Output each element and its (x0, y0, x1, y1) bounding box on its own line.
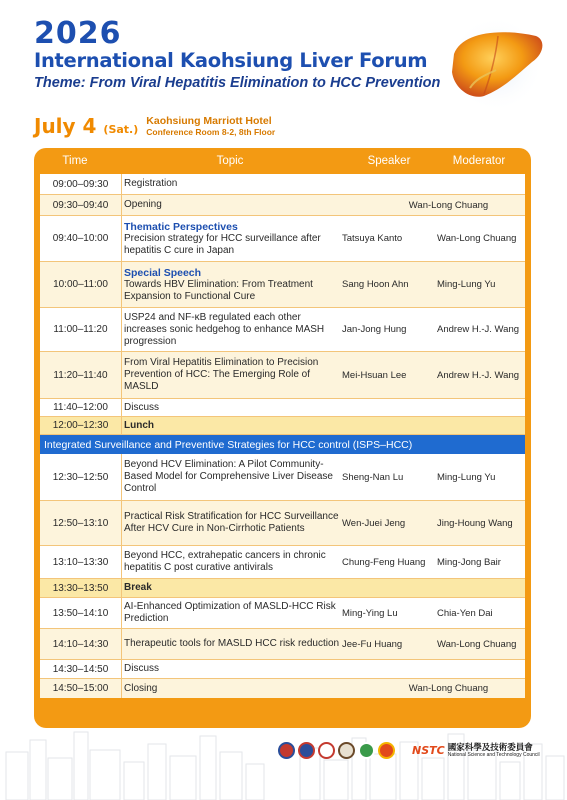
row-time: 13:50–14:10 (40, 598, 122, 628)
session-header: Integrated Surveillance and Preventive Strategies for HCC control (ISPS–HCC) (40, 435, 525, 454)
forum-theme: Theme: From Viral Hepatitis Elimination to HCC Prevention (34, 75, 441, 91)
row-topic (122, 660, 340, 678)
table-row (40, 308, 525, 352)
header-moderator: Moderator (452, 155, 506, 167)
sponsor-logo-icon (358, 742, 375, 759)
sponsor-logo-icon (378, 742, 395, 759)
row-topic (122, 308, 340, 351)
row-speaker: Wen-Juei Jeng (342, 517, 406, 529)
row-topic-text: Beyond HCV Elimination: A Pilot Community-Based Model for Comprehensive Liver Disease Control (124, 459, 333, 494)
event-date-text: July 4 (34, 114, 97, 138)
row-moderator: Chia-Yen Dai (437, 607, 493, 619)
row-moderator: Ming-Lung Yu (437, 471, 496, 483)
row-time: 12:50–13:10 (40, 501, 122, 545)
row-speaker: Jan-Jong Hung (342, 324, 407, 335)
table-row (40, 399, 525, 417)
table-row (40, 417, 525, 435)
table-row (40, 679, 525, 698)
header-time: Time (62, 155, 88, 167)
row-topic (122, 579, 340, 597)
row-time: 13:10–13:30 (40, 546, 122, 578)
sponsor-logo-icon (298, 742, 315, 759)
table-row (40, 216, 525, 262)
row-topic (122, 352, 340, 398)
sponsor-logo-icon (318, 742, 335, 759)
table-row (40, 579, 525, 598)
row-moderator: Ming-Jong Bair (437, 556, 501, 568)
session-subtitle: Special Speech (124, 266, 202, 279)
row-topic-text: Precision strategy for HCC surveillance after hepatitis C cure in Japan (124, 232, 321, 256)
header-speaker: Speaker (367, 155, 411, 167)
table-row (40, 352, 525, 399)
row-speaker: Ming-Ying Lu (342, 607, 398, 619)
table-body (40, 174, 525, 698)
venue-block (146, 115, 275, 138)
row-moderator: Wan-Long Chuang (437, 638, 517, 650)
row-topic (122, 195, 340, 215)
row-topic (122, 174, 340, 194)
row-time: 09:00–09:30 (40, 174, 122, 194)
table-row (40, 660, 525, 679)
session-subtitle: Thematic Perspectives (124, 220, 238, 233)
schedule-table (34, 148, 531, 728)
row-topic (122, 546, 340, 578)
row-time: 12:00–12:30 (40, 417, 122, 434)
row-topic-text: Opening (124, 199, 162, 210)
row-moderator: Andrew H.-J. Wang (437, 324, 520, 335)
table-row (40, 195, 525, 216)
row-time: 09:30–09:40 (40, 195, 122, 215)
row-topic (122, 262, 340, 307)
nstc-name-block (448, 742, 540, 759)
row-time: 09:40–10:00 (40, 216, 122, 261)
row-topic (122, 629, 340, 659)
row-topic-text: Discuss (124, 401, 160, 413)
table-row (40, 454, 525, 501)
row-time: 14:10–14:30 (40, 629, 122, 659)
row-topic-text: Lunch (124, 419, 154, 431)
row-time: 14:30–14:50 (40, 660, 122, 678)
city-skyline-illustration (0, 722, 567, 800)
row-speaker: Mei-Hsuan Lee (342, 369, 407, 381)
event-info (34, 114, 275, 142)
row-time: 11:40–12:00 (40, 399, 122, 416)
nstc-name-en: National Science and Technology Council (447, 752, 540, 758)
row-speaker: Chung-Feng Huang (342, 556, 426, 568)
row-topic (122, 454, 340, 500)
row-topic (122, 399, 340, 416)
sponsor-logo-icon (338, 742, 355, 759)
row-time: 11:00–11:20 (40, 308, 122, 351)
row-speaker: Sang Hoon Ahn (342, 279, 409, 290)
row-time: 11:20–11:40 (40, 352, 122, 398)
sponsor-logos (278, 742, 395, 759)
venue-name: Kaohsiung Marriott Hotel (146, 115, 272, 127)
sponsor-logo-icon (278, 742, 295, 759)
table-row (40, 598, 525, 629)
header-topic: Topic (216, 155, 244, 167)
liver-illustration (440, 14, 552, 114)
forum-title: International Kaohsiung Liver Forum (34, 49, 428, 72)
row-moderator: Ming-Lung Yu (437, 279, 496, 290)
row-speaker: Jee-Fu Huang (342, 638, 403, 650)
row-topic (122, 501, 340, 545)
table-row (40, 629, 525, 660)
row-topic-text: Discuss (124, 663, 160, 674)
row-time: 10:00–11:00 (40, 262, 122, 307)
row-chair: Wan-Long Chuang (408, 199, 489, 211)
row-chair: Wan-Long Chuang (408, 683, 489, 694)
row-time: 13:30–13:50 (40, 579, 122, 597)
row-topic-text: Practical Risk Stratification for HCC Surveillance After HCV Cure in Non-Cirrhotic Patients (124, 511, 339, 534)
row-time: 14:50–15:00 (40, 679, 122, 698)
nstc-abbr: NSTC (412, 744, 445, 757)
row-topic (122, 216, 340, 261)
nstc-logo (412, 742, 540, 759)
event-day: (Sat.) (103, 123, 139, 136)
table-row (40, 262, 525, 308)
row-time: 12:30–12:50 (40, 454, 122, 500)
row-topic-text: AI-Enhanced Optimization of MASLD-HCC Risk Prediction (124, 601, 336, 624)
row-topic-text: Towards HBV Elimination: From Treatment Expansion to Functional Cure (124, 278, 313, 302)
event-date (34, 114, 138, 142)
table-row (40, 546, 525, 579)
row-topic-text: Closing (124, 682, 158, 694)
nstc-name-cn: 國家科學及技術委員會 (447, 742, 533, 752)
row-topic-text: Registration (124, 178, 178, 189)
venue-room: Conference Room 8-2, 8th Floor (146, 127, 276, 137)
row-topic-text: Beyond HCC, extrahepatic cancers in chronic hepatitis C post curative antivirals (124, 550, 326, 573)
table-header (34, 148, 531, 174)
event-year: 2026 (34, 16, 122, 51)
row-topic (122, 598, 340, 628)
table-row (40, 174, 525, 195)
row-topic-text: Break (124, 582, 152, 593)
row-speaker: Sheng-Nan Lu (342, 471, 404, 483)
row-topic (122, 679, 340, 698)
row-moderator: Wan-Long Chuang (437, 233, 517, 244)
row-moderator: Andrew H.-J. Wang (437, 369, 520, 381)
row-moderator: Jing-Houng Wang (437, 517, 513, 529)
row-topic-text: From Viral Hepatitis Elimination to Precision Prevention of HCC: The Emerging Role of MASLD (124, 357, 319, 392)
table-row (40, 501, 525, 546)
row-topic-text: USP24 and NF-κB regulated each other increases sonic hedgehog to enhance MASH progression (124, 311, 325, 347)
row-topic-text: Therapeutic tools for MASLD HCC risk reduction (124, 638, 340, 649)
row-speaker: Tatsuya Kanto (342, 233, 403, 244)
row-topic (122, 417, 340, 434)
header (34, 18, 454, 92)
